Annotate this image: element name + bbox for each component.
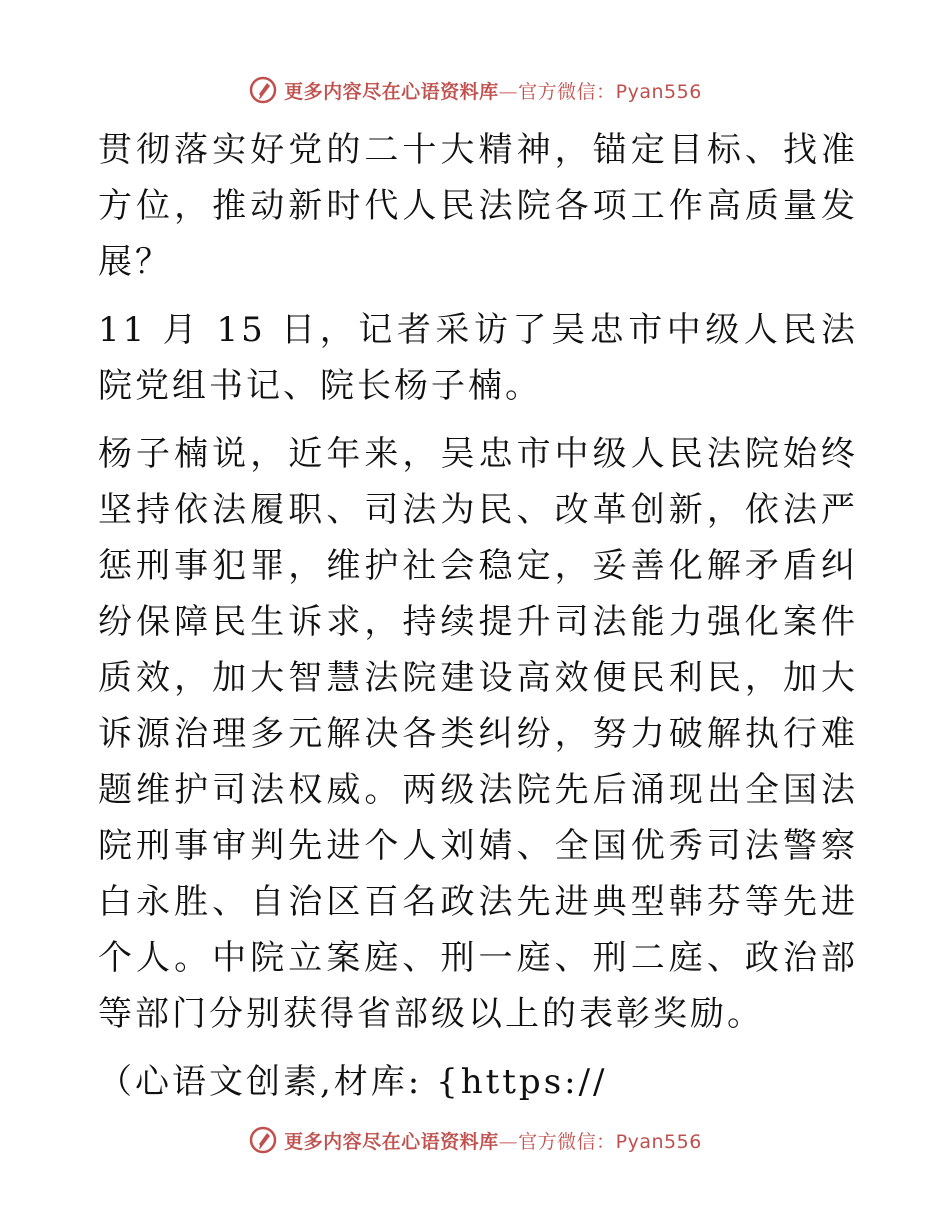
pen-nib-logo-icon	[248, 1125, 278, 1155]
paragraph-1: 贯彻落实好党的二十大精神，锚定目标、找准方位，推动新时代人民法院各项工作高质量发展？	[98, 130, 858, 282]
banner-text	[284, 1127, 702, 1154]
header-banner	[0, 70, 950, 110]
banner-separator: —	[498, 80, 519, 103]
paragraph-2: 11 月 15 日，记者采访了吴忠市中级人民法院党组书记、院长杨子楠。	[98, 310, 858, 406]
banner-contact-text: 官方微信：Pyan556	[518, 1130, 702, 1153]
banner-contact-text: 官方微信：Pyan556	[518, 80, 702, 103]
document-body	[98, 122, 858, 1122]
banner-separator: —	[498, 1130, 519, 1153]
banner-site-text: 更多内容尽在心语资料库	[284, 80, 499, 103]
paragraph-4: （心语文创素,材库: {https://	[98, 1062, 608, 1102]
banner-text	[284, 77, 702, 104]
paragraph-3: 杨子楠说，近年来，吴忠市中级人民法院始终坚持依法履职、司法为民、改革创新，依法严惩刑事犯罪，维护社会稳定，妥善化解矛盾纠纷保障民生诉求，持续提升司法能力强化案件质效，加大智慧法院建设高效便民利民，加大诉源治理多元解决各类纠纷，努力破解执行难题维护司法权威。两级法院先后涌现出全国法院刑事审判先进个人刘婧、全国优秀司法警察白永胜、自治区百名政法先进典型韩芬等先进个人。中院立案庭、刑一庭、刑二庭、政治部等部门分别获得省部级以上的表彰奖励。	[98, 434, 858, 1034]
banner-site-text: 更多内容尽在心语资料库	[284, 1130, 499, 1153]
footer-banner	[0, 1120, 950, 1160]
pen-nib-logo-icon	[248, 75, 278, 105]
